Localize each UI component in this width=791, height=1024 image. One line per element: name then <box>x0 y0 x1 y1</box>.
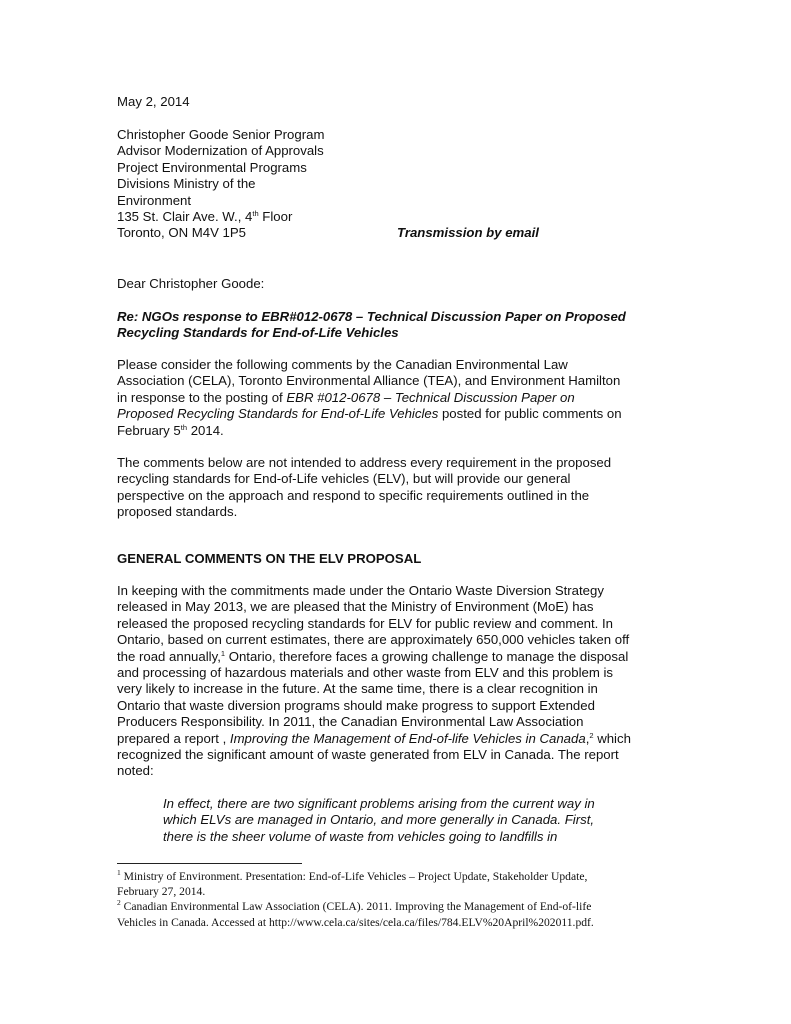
transmission-note: Transmission by email <box>397 225 539 241</box>
document-title: EBR #012-0678 – Technical Discussion Paper on <box>286 389 575 405</box>
paragraph-general-comments: In keeping with the commitments made under the Ontario Waste Diversion Strategy released in May 2013, we are pleased that the Ministry of Environment (MoE) has released the proposed recycling standards for ELV for public review and comment. In Ontario, based on current estimates, there are approximately 650,000 vehicles taken off the road annually,$^1$ Ontario, therefore faces a growing challenge to manage the disposal and processing of hazardous materials and other waste from ELV and this problem is very likely to increase in the future. At the same time, there is a clear recognition in Ontario that waste diversion programs should make progress to support Extended Producers Responsibility. In 2011, the Canadian Environmental Law Association prepared a report , Improving the Management of End-of-life Vehicles in Canada,$^2$ which recognized the significant amount of waste generated from ELV in Canada. The report noted: <box>117 583 631 779</box>
address-line: Christopher Goode Senior Program <box>117 127 325 142</box>
letter-date: May 2, 2014 <box>117 94 190 109</box>
footnote-1: $^1$ Ministry of Environment. Presentation: End-of-Life Vehicles – Project Update, Stakeholder Update, February 27, 2014. <box>117 868 588 899</box>
footnote-2: $^2$ Canadian Environmental Law Association (CELA). 2011. Improving the Management of End-of-life Vehicles in Canada. Accessed at http://www.cela.ca/sites/cela.ca/files/784.ELV%20April%202011.pdf. <box>117 899 687 929</box>
address-line: Project Environmental Programs <box>117 159 307 175</box>
document-title: Proposed Recycling Standards for End-of-Life Vehicles <box>117 406 439 422</box>
section-heading: GENERAL COMMENTS ON THE ELV PROPOSAL <box>117 551 422 566</box>
salutation: Dear Christopher Goode: <box>117 276 265 291</box>
footnote-ref[interactable]: 1 <box>220 648 226 658</box>
address-line: Advisor Modernization of Approvals <box>117 143 324 159</box>
address-line: Environment <box>117 192 192 208</box>
recipient-address <box>117 127 677 242</box>
footnote-ref[interactable]: 2 <box>589 730 594 740</box>
address-street: 135 St. Clair Ave. W., 4th Floor <box>117 209 293 225</box>
paragraph-scope: The comments below are not intended to address every requirement in the proposed recycling standards for End-of-Life vehicles (ELV), but will provide our general perspective on the approach and respond to specific requirements outlined in the proposed standards. <box>117 455 612 520</box>
footnote-url-line: Vehicles in Canada. Accessed at http://www.cela.ca/sites/cela.ca/files/784.ELV%20April%202011.pdf. <box>117 915 594 929</box>
subject-line: Re: NGOs response to EBR#012-0678 – Technical Discussion Paper on Proposed Recycling Standards for End-of-Life Vehicles <box>117 309 626 341</box>
paragraph-intro: Please consider the following comments by the Canadian Environmental Law Association (CELA), Toronto Environmental Alliance (TEA), and Environment Hamilton in response to the posting of EBR #012-0678 – Technical Discussion Paper on Proposed Recycling Standards for End-of-Life Vehicles posted for public comments on February 5th 2014. <box>117 357 622 438</box>
block-quote: In effect, there are two significant problems arising from the current way in which ELVs are managed in Ontario, and more generally in Canada. First, there is the sheer volume of waste from vehicles going to landfills in <box>163 796 595 844</box>
address-line: Divisions Ministry of the <box>117 176 256 192</box>
report-title: Improving the Management of End-of-life Vehicles in Canada <box>229 730 586 746</box>
footnotes <box>117 869 687 930</box>
footnote-separator <box>117 863 302 864</box>
address-city: Toronto, ON M4V 1P5 Transmission by email <box>117 225 539 241</box>
